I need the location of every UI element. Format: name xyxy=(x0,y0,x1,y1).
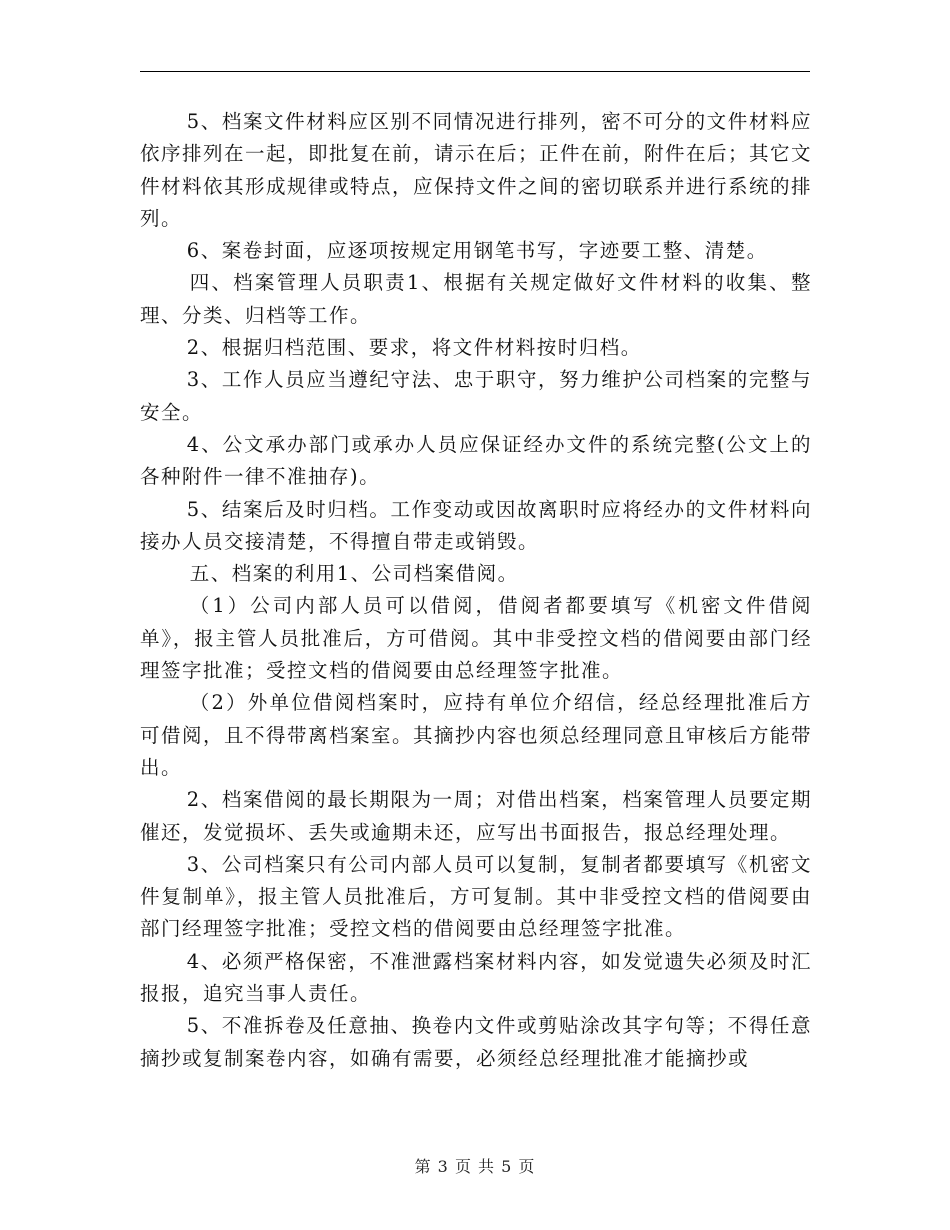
paragraph-6-cover: 6、案卷封面，应逐项按规定用钢笔书写，字迹要工整、清楚。 xyxy=(186,239,768,263)
paragraph-section-4-duties: 四、档案管理人员职责1、根据有关规定做好文件材料的收集、整理、分类、归档等工作。 xyxy=(140,271,812,327)
paragraph-duty-2: 2、根据归档范围、要求，将文件材料按时归档。 xyxy=(186,336,642,360)
paragraph-section-5-usage: 五、档案的利用1、公司档案借阅。 xyxy=(189,562,519,586)
paragraph-duty-3: 3、工作人员应当遵纪守法、忠于职守，努力维护公司档案的完整与安全。 xyxy=(140,368,812,424)
paragraph-usage-3: 3、公司档案只有公司内部人员可以复制，复制者都要填写《机密文件复制单》，报主管人员批准后，方可复制。其中非受控文档的借阅要由部门经理签字批准；受控文档的借阅要由总经理签字批准。 xyxy=(140,852,812,941)
header-rule xyxy=(140,71,810,72)
paragraph-duty-5: 5、结案后及时归档。工作变动或因故离职时应将经办的文件材料向接办人员交接清楚，不得擅自带走或销毁。 xyxy=(140,497,812,553)
page-number: 第 3 页 共 5 页 xyxy=(414,1157,536,1176)
paragraph-usage-2: 2、档案借阅的最长期限为一周；对借出档案，档案管理人员要定期催还，发觉损坏、丢失或逾期未还，应写出书面报告，报总经理处理。 xyxy=(140,788,812,844)
paragraph-usage-1-external: （2）外单位借阅档案时，应持有单位介绍信，经总经理批准后方可借阅，且不得带离档案室。其摘抄内容也须总经理同意且审核后方能带出。 xyxy=(140,691,813,779)
document-body xyxy=(140,106,812,1075)
paragraph-usage-1-internal: （1）公司内部人员可以借阅，借阅者都要填写《机密文件借阅单》，报主管人员批准后，方可借阅。其中非受控文档的借阅要由部门经理签字批准；受控文档的借阅要由总经理签字批准。 xyxy=(140,594,812,683)
paragraph-duty-4: 4、公文承办部门或承办人员应保证经办文件的系统完整(公文上的各种附件一律不准抽存)。 xyxy=(140,432,812,489)
paragraph-5-arrangement: 5、档案文件材料应区别不同情况进行排列，密不可分的文件材料应依序排列在一起，即批复在前，请示在后；正件在前，附件在后；其它文件材料依其形成规律或特点，应保持文件之间的密切联系并进行系统的排列。 xyxy=(140,110,813,230)
paragraph-usage-4: 4、必须严格保密，不准泄露档案材料内容，如发觉遗失必须及时汇报报，追究当事人责任。 xyxy=(140,949,812,1006)
paragraph-usage-5: 5、不准拆卷及任意抽、换卷内文件或剪贴涂改其字句等；不得任意摘抄或复制案卷内容，如确有需要，必须经总经理批准才能摘抄或 xyxy=(140,1014,812,1070)
